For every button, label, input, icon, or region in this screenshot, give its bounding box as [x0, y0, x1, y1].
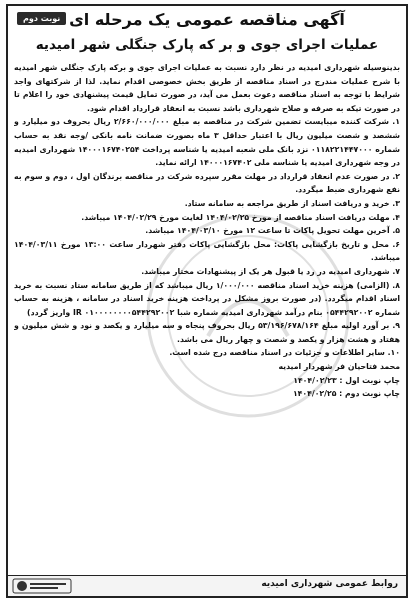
notice-item: ۸. (الزامی) هزینه خرید اسناد مناقصه ۱/۰۰۰/۰۰۰ ریال میباشد که از طریق سامانه ستاد نسبت به خرید اسناد اقدام میگردد. (در صورت بروز مشکل در پرداخت هزینه خرید اسناد در سامانه ، هزینه به حساب شماره ۰۵۴۴۲۹۲۰۰۲ بنام درآمد شهرداری امیدیه شماره شبا IR ۰۱۰۰۰۰۰۰۰۰۵۴۴۲۹۲۰۰۲ واریز گردد): [14, 280, 400, 317]
notice-item: ۲. در صورت عدم انعقاد قرارداد در مهلت مقرر سپرده شرکت در مناقصه برندگان اول ، دوم و سوم به نفع شهرداری ضبط میگردد.: [14, 171, 400, 195]
notice-title: آگهی مناقصه عمومی یک مرحله ای: [69, 10, 345, 29]
notice-item: ۹. بر آورد اولیه مبلغ ۵۳/۱۹۶/۶۷۸/۱۶۴ ریال بحروف پنجاه و سه میلیارد و یکصد و نود و شش میلیون و هفتاد و هشت هزار و یکصد و شصت و چهار ریال می باشد.: [14, 321, 400, 344]
notice-frame: [6, 4, 408, 598]
municipality-logo-icon: [12, 578, 72, 594]
notice-item: ۷. شهرداری امیدیه در رد یا قبول هر یک از پیشنهادات مختار میباشد.: [141, 266, 400, 276]
print-date-first: چاپ نوبت اول : ۱۴۰۴/۰۲/۲۳: [293, 375, 400, 385]
notice-item: ۱۰. سایر اطلاعات و جزئیات در اسناد مناقصه درج شده است.: [169, 348, 400, 358]
notice-item: ۶. محل و تاریخ بازگشایی پاکات: محل بازگشایی پاکات دفتر شهردار ساعت ۱۳:۰۰ مورخ ۱۴۰۴/۰۳/۱۱ میباشد.: [14, 239, 400, 263]
footer-label: روابط عمومی شهرداری امیدیه: [261, 579, 398, 589]
notice-intro: بدینوسیله شهرداری امیدیه در نظر دارد نسبت به عملیات اجرای جوی و برکه پارک جنگلی شهر امیدیه با شرح عملیات مندرج در اسناد مناقصه از طریق بخش خصوصی اقدام نماید. لذا از شرکتهای واجد شرایط با توجه به اسناد مناقصه دعوت بعمل می آید، در صورت تمایل قیمت پیشنهادی خود را اعلام تا در صورت تیکه به صرفه و صلاح شهرداری باشد نسبت به انعقاد قرارداد اقدام شود.: [14, 63, 400, 113]
notice-item: ۱. شرکت کننده میبایست تضمین شرکت در مناقصه به مبلغ ۲/۶۶۰/۰۰۰/۰۰۰ ریال بحروف دو میلیارد و ششصد و شصت میلیون ریال با اعتبار حداقل ۳ ماه بصورت ضمانت نامه بانکی /وجه نقد به حساب شماره ۰۱۱۸۲۲۱۴۴۷۰۰۰ نزد بانک ملی شعبه امیدیه یا شناسه پرداخت ۱۴۰۰۰۱۶۷۴۰۲۵۴ شهرداری امیدیه در وجه شهرداری امیدیه یا شناسه ملی ۱۴۰۰۰۱۶۷۴۰۲ ارائه نماید.: [14, 117, 400, 168]
notice-body: [14, 61, 400, 572]
notice-subtitle: عملیات اجرای جوی و بر که پارک جنگلی شهر امیدیه: [35, 37, 379, 53]
notice-item: ۳. خرید و دریافت اسناد از طریق مراجعه به سامانه ستاد.: [184, 198, 400, 208]
signature: محمد فتاحیان فر شهردار امیدیه: [278, 362, 400, 372]
notice-item: ۵. آخرین مهلت تحویل پاکات تا ساعت ۱۲ مورخ ۱۴۰۴/۰۳/۱۰ میباشد.: [145, 226, 400, 236]
footer-bar: [8, 575, 406, 596]
notice-item: ۴. مهلت دریافت اسناد مناقصه از مورخ ۱۴۰۴/۰۲/۲۵ لغایت مورخ ۱۴۰۴/۰۲/۲۹ میباشد.: [81, 212, 400, 222]
print-date-second: چاپ نوبت دوم : ۱۴۰۴/۰۲/۲۵: [292, 389, 400, 399]
issue-badge: نوبت دوم: [17, 12, 66, 25]
